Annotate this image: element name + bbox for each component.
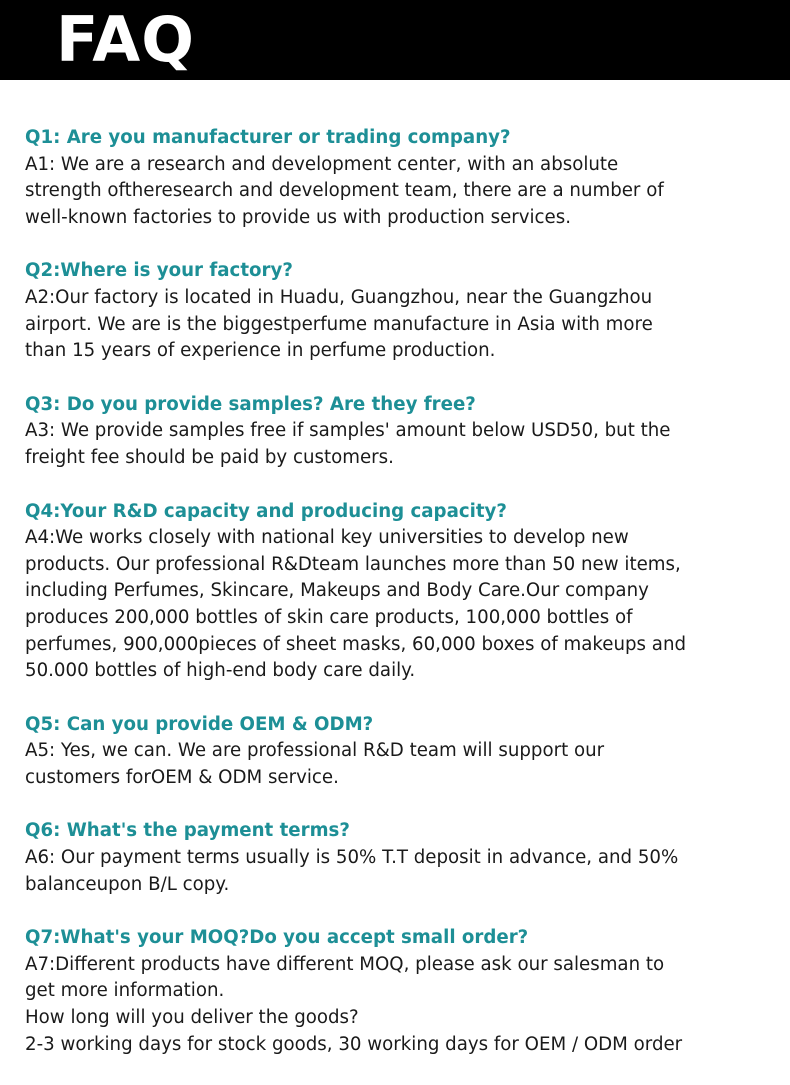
- faq-question: Q6: What's the payment terms?: [25, 820, 350, 842]
- faq-question: Q1: Are you manufacturer or trading company?: [25, 127, 511, 148]
- faq-answer-line: 50.000 bottles of high-end body care daily.: [25, 660, 416, 682]
- faq-answer-line: airport. We are is the biggestperfume manufacture in Asia with more: [25, 313, 653, 335]
- faq-answer-line: A2:Our factory is located in Huadu, Guangzhou, near the Guangzhou: [25, 286, 653, 308]
- faq-question: Q2:Where is your factory?: [25, 260, 293, 282]
- faq-answer-line: than 15 years of experience in perfume production.: [25, 340, 496, 362]
- faq-answer-line: A6: Our payment terms usually is 50% T.T deposit in advance, and 50%: [25, 847, 679, 869]
- faq-answer: [25, 845, 785, 898]
- faq-question: Q4:Your R&D capacity and producing capacity?: [25, 500, 507, 522]
- faq-item-2: [25, 258, 785, 364]
- faq-item-1: [25, 125, 785, 231]
- faq-answer-line: freight fee should be paid by customers.: [25, 446, 394, 468]
- page-title: FAQ: [56, 3, 195, 76]
- faq-answer-line: A7:Different products have different MOQ, please ask our salesman to: [25, 953, 665, 975]
- faq-answer-line: balanceupon B/L copy.: [25, 873, 230, 895]
- faq-question: Q5: Can you provide OEM & ODM?: [25, 713, 374, 735]
- faq-answer-line: A3: We provide samples free if samples' amount below USD50, but the: [25, 420, 671, 442]
- faq-item-6: [25, 818, 785, 898]
- faq-question: Q7:What's your MOQ?Do you accept small order?: [25, 927, 529, 949]
- faq-answer: [25, 738, 785, 791]
- faq-item-5: [25, 712, 785, 792]
- header-bar: [0, 0, 790, 80]
- faq-answer-line: products. Our professional R&Dteam launches more than 50 new items,: [25, 553, 681, 575]
- faq-answer-line: strength oftheresearch and development team, there are a number of: [25, 180, 664, 202]
- faq-item-4: [25, 499, 785, 685]
- faq-answer: [25, 525, 785, 685]
- faq-answer-line: A5: Yes, we can. We are professional R&D team will support our: [25, 740, 605, 762]
- faq-question: Q3: Do you provide samples? Are they free?: [25, 393, 476, 415]
- faq-answer-line: well-known factories to provide us with production services.: [25, 206, 572, 228]
- faq-answer-line: How long will you deliver the goods?: [25, 1007, 359, 1029]
- faq-item-7: [25, 925, 785, 1058]
- faq-answer: [25, 418, 785, 471]
- faq-item-3: [25, 392, 785, 472]
- faq-answer: [25, 952, 785, 1058]
- faq-answer-line: A4:We works closely with national key universities to develop new: [25, 527, 629, 549]
- faq-list: [25, 125, 785, 1085]
- faq-answer: [25, 152, 785, 232]
- faq-answer: [25, 285, 785, 365]
- faq-answer-line: produces 200,000 bottles of skin care products, 100,000 bottles of: [25, 606, 633, 628]
- faq-answer-line: including Perfumes, Skincare, Makeups and Body Care.Our company: [25, 580, 649, 602]
- faq-answer-line: 2-3 working days for stock goods, 30 working days for OEM / ODM order: [25, 1033, 683, 1055]
- faq-answer-line: perfumes, 900,000pieces of sheet masks, 60,000 boxes of makeups and: [25, 633, 687, 655]
- faq-answer-line: get more information.: [25, 980, 225, 1002]
- faq-answer-line: A1: We are a research and development center, with an absolute: [25, 153, 619, 175]
- faq-answer-line: customers forOEM & ODM service.: [25, 766, 339, 788]
